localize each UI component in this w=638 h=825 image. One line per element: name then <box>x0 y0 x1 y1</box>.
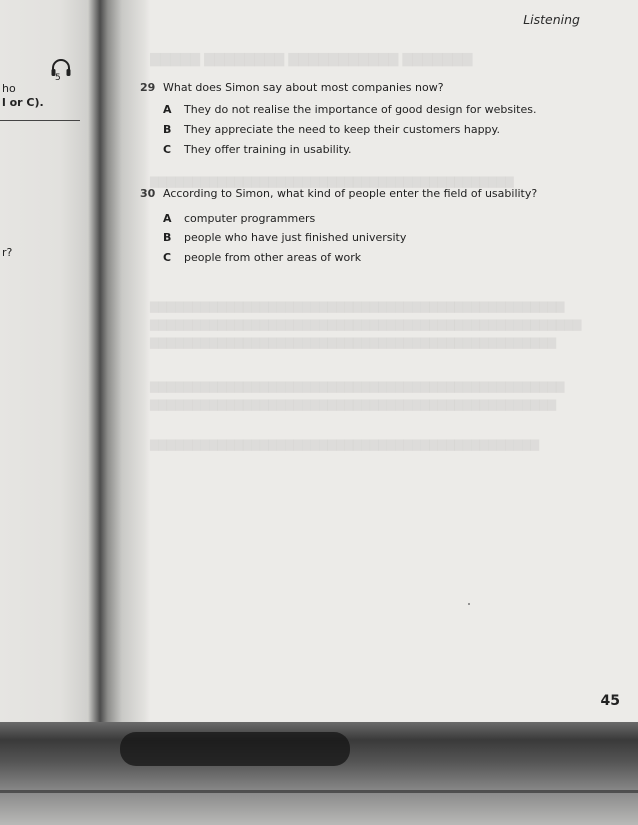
option-letter: C <box>163 251 172 264</box>
option-text: people who have just finished university <box>184 231 407 244</box>
section-header: Listening <box>523 12 580 27</box>
question-number: 29 <box>140 81 156 94</box>
question-text: According to Simon, what kind of people enter the field of usability? <box>163 187 538 200</box>
edge-line <box>0 790 638 793</box>
option-letter: C <box>163 143 172 156</box>
option-text: computer programmers <box>184 212 316 225</box>
show-through-text: ▇▇▇▇▇▇▇▇▇▇▇▇▇▇▇▇▇▇▇▇▇▇▇▇▇▇▇▇▇▇▇▇▇▇▇▇▇▇▇▇▇▇▇▇▇▇ <box>150 438 540 451</box>
page-number: 45 <box>600 693 620 709</box>
show-through-text: ▇▇▇▇▇▇▇▇▇▇▇▇▇▇▇▇▇▇▇▇▇▇▇▇▇▇▇▇▇▇▇▇▇▇▇▇▇▇▇▇▇▇▇▇▇▇▇▇ <box>150 398 557 411</box>
option-letter: A <box>163 212 172 225</box>
headphones-icon <box>50 58 72 86</box>
fragment-text: r? <box>2 246 13 259</box>
option-letter: A <box>163 103 172 116</box>
fragment-text: l or C). <box>2 96 44 109</box>
option-letter: B <box>163 231 172 244</box>
scanner-edge <box>0 722 638 825</box>
speck <box>468 603 470 605</box>
blurred-object <box>120 732 350 766</box>
show-through-text: ▇▇▇▇▇ ▇▇▇▇▇▇▇▇ ▇▇▇▇▇▇▇▇▇▇▇ ▇▇▇▇▇▇▇ <box>150 52 473 67</box>
fragment-rule <box>0 120 80 121</box>
option-text: They offer training in usability. <box>184 143 352 156</box>
option-text: They appreciate the need to keep their customers happy. <box>184 123 500 136</box>
option-text: They do not realise the importance of good design for websites. <box>184 103 537 116</box>
show-through-text: ▇▇▇▇▇▇▇▇▇▇▇▇▇▇▇▇▇▇▇▇▇▇▇▇▇▇▇▇▇▇▇▇▇▇▇▇▇▇▇▇▇▇▇ <box>150 175 514 188</box>
show-through-text: ▇▇▇▇▇▇▇▇▇▇▇▇▇▇▇▇▇▇▇▇▇▇▇▇▇▇▇▇▇▇▇▇▇▇▇▇▇▇▇▇▇▇▇▇▇▇▇▇▇▇▇ <box>150 318 582 331</box>
option-letter: B <box>163 123 172 136</box>
fragment-text: ho <box>2 82 16 95</box>
show-through-text: ▇▇▇▇▇▇▇▇▇▇▇▇▇▇▇▇▇▇▇▇▇▇▇▇▇▇▇▇▇▇▇▇▇▇▇▇▇▇▇▇▇▇▇▇▇▇▇▇▇ <box>150 380 565 393</box>
track-number: 5 <box>55 73 61 83</box>
show-through-text: ▇▇▇▇▇▇▇▇▇▇▇▇▇▇▇▇▇▇▇▇▇▇▇▇▇▇▇▇▇▇▇▇▇▇▇▇▇▇▇▇▇▇▇▇▇▇▇▇ <box>150 336 557 349</box>
question-number: 30 <box>140 187 156 200</box>
option-text: people from other areas of work <box>184 251 362 264</box>
question-text: What does Simon say about most companies now? <box>163 81 444 94</box>
show-through-text: ▇▇▇▇▇▇▇▇▇▇▇▇▇▇▇▇▇▇▇▇▇▇▇▇▇▇▇▇▇▇▇▇▇▇▇▇▇▇▇▇▇▇▇▇▇▇▇▇▇ <box>150 300 565 313</box>
